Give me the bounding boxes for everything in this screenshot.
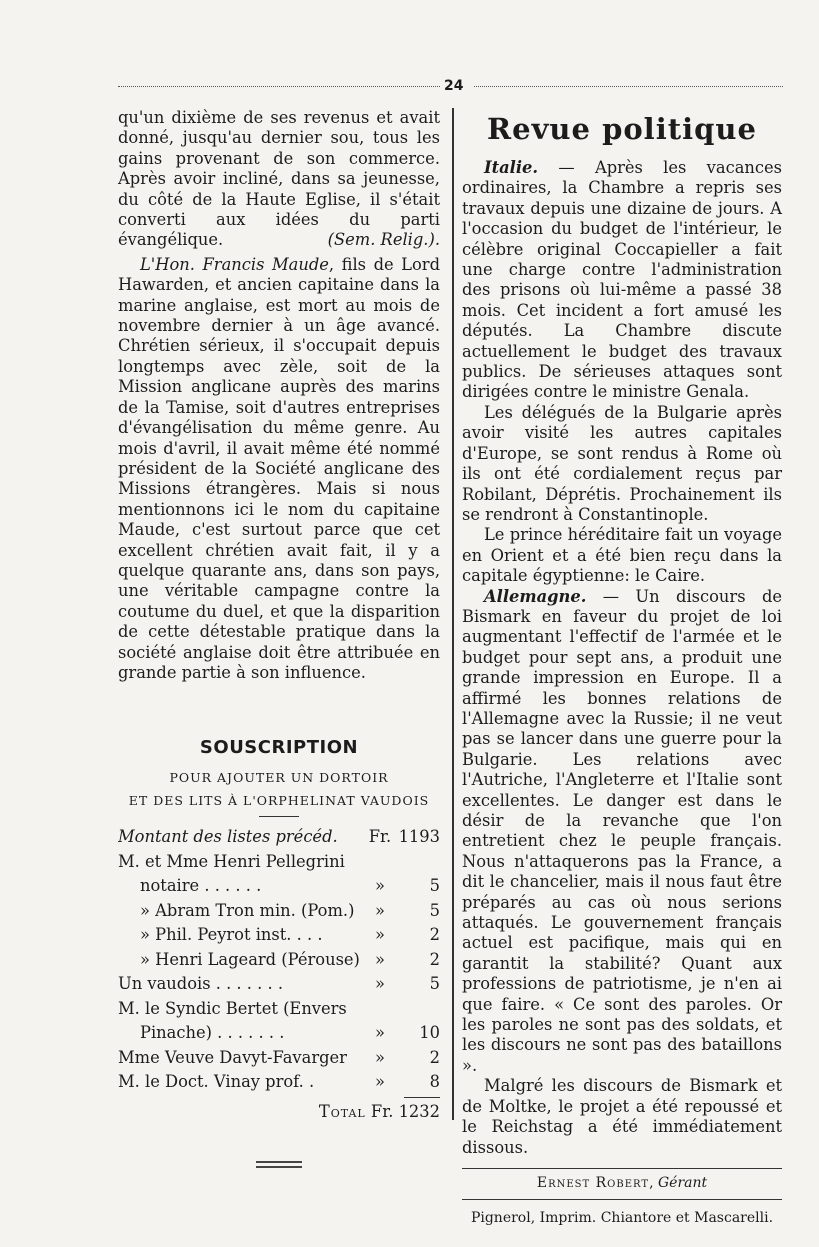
- subscription-row-marker: »: [375, 949, 385, 969]
- subscription-subtitle-2: ET DES LITS À L'ORPHELINAT VAUDOIS: [128, 793, 430, 809]
- subscription-row: [118, 1046, 440, 1071]
- right-column: [462, 108, 782, 1226]
- subscription-row: [118, 1070, 440, 1095]
- printer-line: Pignerol, Imprim. Chiantore et Mascarelli.: [470, 1209, 774, 1226]
- subscription-row-marker: Fr.: [368, 827, 392, 847]
- subscription-row-amount: 2: [429, 1047, 440, 1067]
- obituary-text-1: qu'un dixième de ses revenus et avait donné, jusqu'au dernier sou, tous les gains provenant de son commerce. Après avoir incliné, dans sa jeunesse, du côté de la Haute Eglise, il s'était converti aux idées du parti évangélique.: [118, 108, 440, 250]
- obituary-paragraph-2: [118, 255, 440, 684]
- obituary-name: L'Hon. Francis Maude: [140, 254, 329, 274]
- subscription-row-amount: 1193: [398, 827, 440, 847]
- header-rule-right: [474, 86, 783, 89]
- italie-paragraph-3: Le prince héréditaire fait un voyage en Orient et a été bien reçu dans la capitale égyptienne: le Caire.: [462, 525, 782, 586]
- subscription-row-amount: [392, 997, 440, 1022]
- subscription-row: [118, 874, 440, 899]
- allemagne-paragraph-1: [462, 587, 782, 1077]
- page-header: [118, 78, 783, 98]
- subscription-row-label: M. et Mme Henri Pellegrini: [118, 851, 345, 871]
- subscription-row-marker: [368, 997, 392, 1022]
- subscription-row-amount: 5: [429, 974, 440, 994]
- total-amount: 1232: [398, 1101, 440, 1121]
- subscription-row-label: Pinache) . . . . . . .: [140, 1023, 285, 1043]
- subscription-title: SOUSCRIPTION: [199, 737, 359, 759]
- subscription-total: [118, 1102, 440, 1121]
- subscription-row-label: » Henri Lageard (Pérouse): [140, 949, 360, 969]
- ornament-divider: [256, 1161, 302, 1168]
- subscription-row-amount: [392, 850, 440, 875]
- subscription-row-marker: »: [375, 876, 385, 896]
- signature-rule-bottom: [462, 1199, 782, 1200]
- signature-role: Gérant: [657, 1174, 708, 1191]
- subscription-row-amount: 5: [429, 876, 440, 896]
- italie-paragraph-1: [462, 158, 782, 403]
- subscription-row: [118, 825, 440, 850]
- obituary-paragraph-1: [118, 108, 440, 251]
- subscription-row-amount: 2: [429, 925, 440, 945]
- page-number: 24: [444, 78, 464, 94]
- column-divider: [452, 108, 454, 1120]
- subscription-row-amount: 10: [419, 1023, 440, 1043]
- subscription-row-marker: »: [375, 1023, 385, 1043]
- subscription-row: [118, 997, 440, 1022]
- signature-name: Ernest Robert: [536, 1174, 650, 1191]
- subscription-row: [118, 1021, 440, 1046]
- total-currency: Fr.: [370, 1101, 394, 1121]
- allemagne-paragraph-2: Malgré les discours de Bismark et de Moltke, le projet a été repoussé et le Reichstag a été immédiatement dissous.: [462, 1076, 782, 1157]
- subscription-row-label: » Abram Tron min. (Pom.): [140, 900, 355, 920]
- italie-text-1: — Après les vacances ordinaires, la Chambre a repris ses travaux depuis une dizaine de jours. A l'occasion du budget de l'intérieur, le célèbre original Coccapieller a fait une charge contre l'administration des prisons où lui-même a passé 38 mois. Cet incident a fort amusé les députés. La Chambre discute actuellement le budget des travaux publics. De sérieuses attaques sont dirigées contre le ministre Genala.: [462, 158, 782, 402]
- total-label: Total: [318, 1101, 366, 1121]
- subscription-row-amount: 8: [429, 1072, 440, 1092]
- subscription-row: [118, 972, 440, 997]
- subscription-row-label: » Phil. Peyrot inst. . . .: [140, 925, 323, 945]
- subscription-row-label: M. le Doct. Vinay prof. .: [118, 1072, 315, 1092]
- subscription-row: [118, 850, 440, 875]
- italie-paragraph-2: Les délégués de la Bulgarie après avoir visité les autres capitales d'Europe, se sont rendus à Rome où ils ont été cordialement reçus par Robilant, Déprétis. Prochainement ils se rendront à Constantinople.: [462, 402, 782, 524]
- subscription-row-label: Montant des listes précéd.: [118, 827, 338, 847]
- subscription-row-marker: »: [375, 1072, 385, 1092]
- subscription-row: [118, 948, 440, 973]
- subscription-row-label: notaire . . . . . .: [140, 876, 262, 896]
- subscription-row-marker: »: [375, 925, 385, 945]
- allemagne-text-1: — Un discours de Bismark en faveur du projet de loi augmentant l'effectif de l'armée et le budget pour sept ans, a produit une grande impression en Europe. Il a affirmé les bonnes relations de l'Allemagne avec la Russie; il ne veut pas se lancer dans une guerre pour la Bulgarie. Les relations avec l'Autriche, l'Angleterre et l'Italie sont excellentes. Le danger est dans le désir de la revanche que l'on entretient chez le peuple français. Nous n'attaquerons pas la France, a dit le chancelier, mais il nous faut être préparés au cas où nous serions attaqués. Le gouvernement français actuel est pacifique, mais qui en garantit la stabilité? Quant aux professions de patriotisme, je n'en ai que faire. « Ce sont des paroles. Or les paroles ne sont pas des soldats, et les discours ne sont pas des bataillons ».: [462, 586, 782, 1075]
- allemagne-label: Allemagne.: [484, 586, 587, 606]
- subscription-row-marker: »: [375, 974, 385, 994]
- header-rule-left: [118, 86, 440, 89]
- italie-label: Italie.: [484, 158, 539, 177]
- subscription-row-amount: 5: [429, 900, 440, 920]
- subscription-subtitle-1: POUR AJOUTER UN DORTOIR: [169, 770, 389, 786]
- subscription-row-amount: 2: [429, 949, 440, 969]
- source-citation: (Sem. Relig.).: [327, 230, 440, 250]
- subscription-list: [118, 825, 440, 1095]
- subscription-row-marker: »: [375, 900, 385, 920]
- signature-rule-top: [462, 1168, 782, 1169]
- section-title: Revue politique: [487, 112, 757, 146]
- subscription-row-label: Un vaudois . . . . . . .: [118, 974, 284, 994]
- subscription-row-label: M. le Syndic Bertet (Envers: [118, 998, 347, 1018]
- left-column: [118, 108, 440, 1168]
- obituary-text-2: , fils de Lord Hawarden, et ancien capitaine dans la marine anglaise, est mort au mois de novembre dernier à un âge avancé. Chrétien sérieux, il s'occupait depuis longtemps avec zèle, soit de la Mission anglicane auprès des marins de la Tamise, soit d'autres entreprises d'évangélisation du même genre. Au mois d'avril, il avait même été nommé président de la Société anglicane des Missions étrangères. Mais si nous mentionnons ici le nom du capitaine Maude, c'est surtout parce que cet excellent chrétien avait fait, il y a quelque quarante ans, dans son pays, une véritable campagne contre la coutume du duel, et que la disparition de cette détestable pratique dans la société anglaise doit être attribuée en grande partie à son influence.: [118, 254, 440, 682]
- total-rule: [404, 1097, 440, 1098]
- subscription-row: [118, 899, 440, 924]
- signature: Ernest Robert, Gérant: [536, 1174, 708, 1191]
- subscription-row-label: Mme Veuve Davyt-Favarger: [118, 1047, 347, 1067]
- subscription-row-marker: [368, 850, 392, 875]
- subscription-row: [118, 923, 440, 948]
- subscription-rule: [259, 816, 299, 817]
- subscription-row-marker: »: [375, 1047, 385, 1067]
